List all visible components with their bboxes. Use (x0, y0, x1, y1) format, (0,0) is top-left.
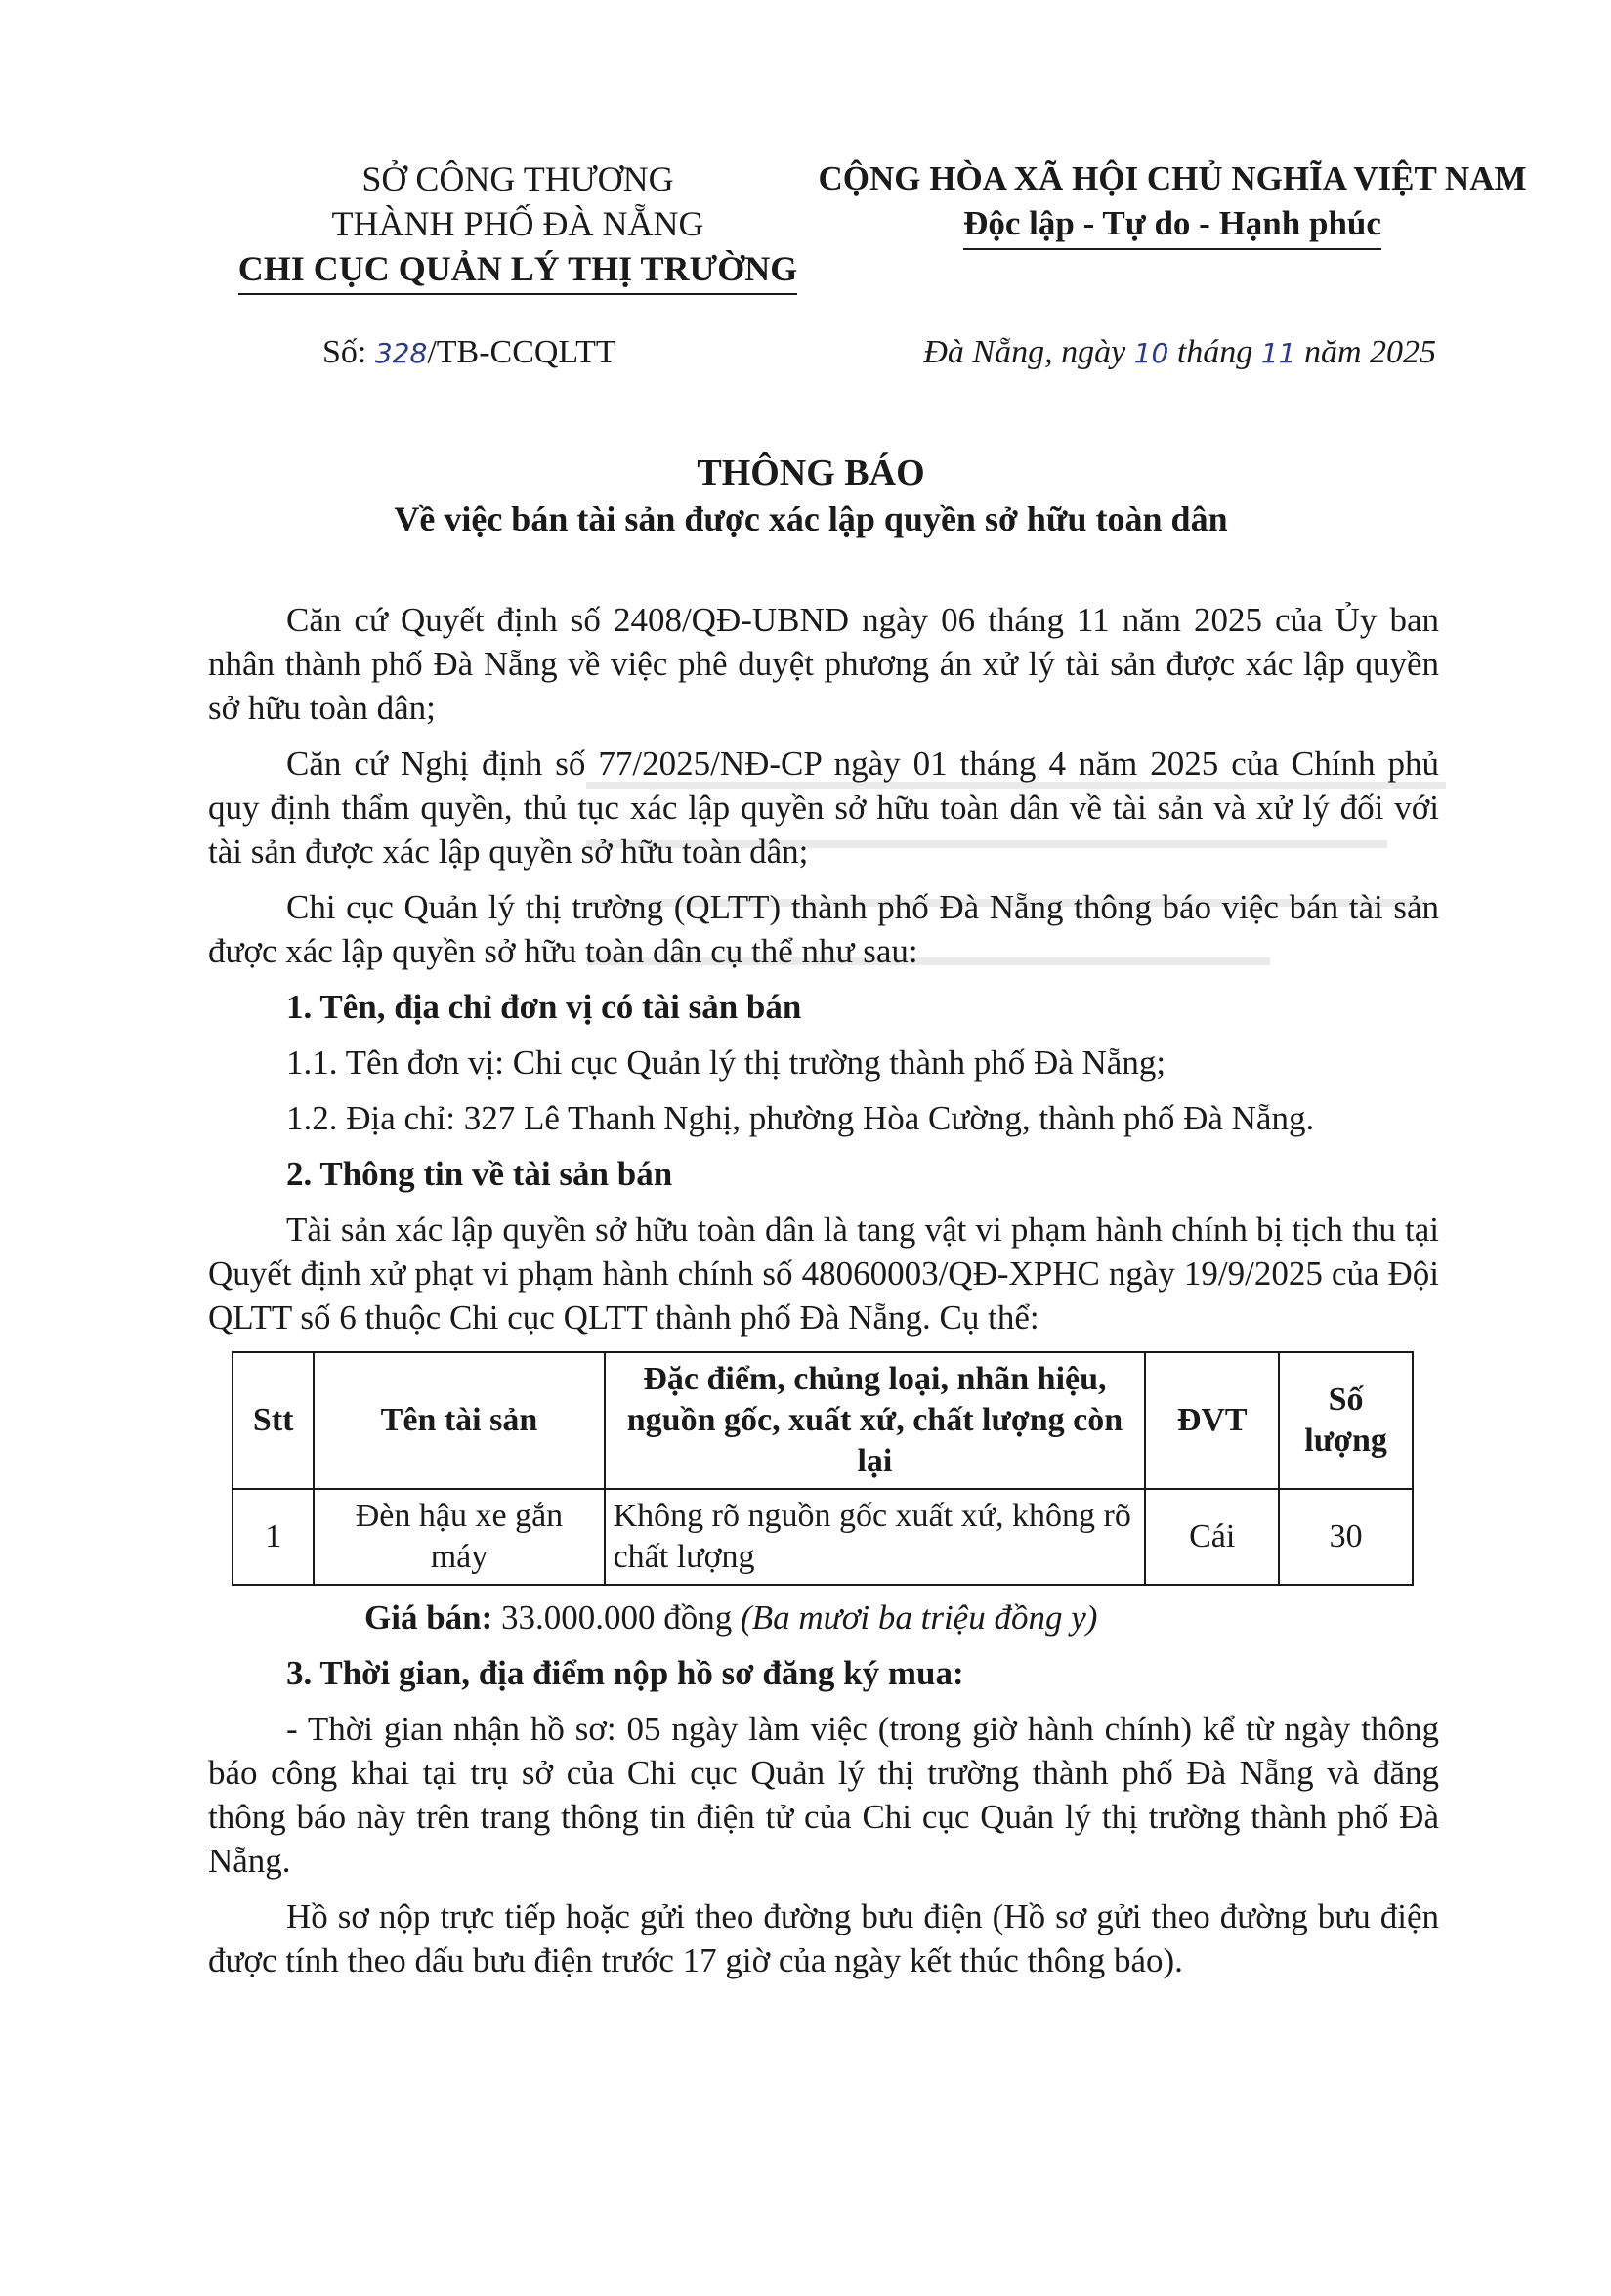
date-part2: tháng (1168, 334, 1261, 370)
section-2-heading: 2. Thông tin về tài sản bán (286, 1155, 673, 1193)
date-part3: năm 2025 (1295, 334, 1436, 370)
document-subtitle: Về việc bán tài sản được xác lập quyền sở hữu toàn dân (394, 499, 1228, 538)
price-in-words: (Ba mươi ba triệu đồng y) (741, 1598, 1098, 1637)
issuer-department: CHI CỤC QUẢN LÝ THỊ TRƯỜNG (238, 246, 797, 295)
col-stt: Stt (233, 1352, 314, 1489)
paragraph-submission-method: Hồ sơ nộp trực tiếp hoặc gửi theo đường bưu điện (Hồ sơ gửi theo đường bưu điện được tính theo dấu bưu điện trước 17 giờ của ngày kết thúc thông báo). (208, 1897, 1439, 1979)
paragraph-announcement: Chi cục Quản lý thị trường (QLTT) thành phố Đà Nẵng thông báo việc bán tài sản được xác lập quyền sở hữu toàn dân cụ thể như sau: (208, 888, 1439, 970)
section-1-2: 1.2. Địa chỉ: 327 Lê Thanh Nghị, phường Hòa Cường, thành phố Đà Nẵng. (286, 1099, 1315, 1137)
table-row (233, 1489, 1413, 1585)
table-header-row (233, 1352, 1413, 1489)
asset-table (232, 1351, 1414, 1586)
document-number (322, 334, 616, 371)
price-amount: 33.000.000 đồng (492, 1598, 742, 1637)
col-quantity: Số lượng (1279, 1352, 1413, 1489)
date-month: 11 (1260, 337, 1296, 369)
date-day: 10 (1133, 337, 1169, 369)
paragraph-basis-2: Căn cứ Nghị định số 77/2025/NĐ-CP ngày 01 tháng 4 năm 2025 của Chính phủ quy định thẩm quyền, thủ tục xác lập quyền sở hữu toàn dân về tài sản và xử lý đối với tài sản được xác lập quyền sở hữu toàn dân; (208, 744, 1439, 871)
paragraph-asset-info: Tài sản xác lập quyền sở hữu toàn dân là tang vật vi phạm hành chính bị tịch thu tại Quyết định xử phạt vi phạm hành chính số 48060003/QĐ-XPHC ngày 19/9/2025 của Đội QLTT số 6 thuộc Chi cục QLTT thành phố Đà Nẵng. Cụ thể: (208, 1211, 1439, 1337)
paragraph-basis-1: Căn cứ Quyết định số 2408/QĐ-UBND ngày 06 tháng 11 năm 2025 của Ủy ban nhân thành phố Đà Nẵng về việc phê duyệt phương án xử lý tài sản được xác lập quyền sở hữu toàn dân; (208, 601, 1439, 727)
date-part1: Đà Nẵng, ngày (923, 334, 1134, 370)
price-label: Giá bán: (364, 1598, 493, 1637)
docno-suffix: /TB-CCQLTT (427, 334, 616, 370)
issuer-line-1: SỞ CÔNG THƯƠNG (361, 159, 674, 198)
national-header (811, 156, 1534, 250)
paragraph-submission-time: - Thời gian nhận hồ sơ: 05 ngày làm việc (trong giờ hành chính) kể từ ngày thông báo công khai tại trụ sở của Chi cục Quản lý thị trường thành phố Đà Nẵng và đăng thông báo này trên trang thông tin điện tử của Chi cục Quản lý thị trường thành phố Đà Nẵng. (208, 1710, 1439, 1880)
cell-description: Không rõ nguồn gốc xuất xứ, không rõ chất lượng (605, 1489, 1146, 1585)
col-description: Đặc điểm, chủng loại, nhãn hiệu, nguồn gốc, xuất xứ, chất lượng còn lại (605, 1352, 1146, 1489)
section-1-1: 1.1. Tên đơn vị: Chi cục Quản lý thị trường thành phố Đà Nẵng; (286, 1043, 1166, 1082)
national-motto: Độc lập - Tự do - Hạnh phúc (963, 201, 1381, 250)
docno-prefix: Số: (322, 334, 375, 370)
national-title: CỘNG HÒA XÃ HỘI CHỦ NGHĨA VIỆT NAM (818, 159, 1527, 197)
cell-unit: Cái (1145, 1489, 1279, 1585)
section-1-heading: 1. Tên, địa chỉ đơn vị có tài sản bán (286, 988, 802, 1026)
section-3-heading: 3. Thời gian, địa điểm nộp hồ sơ đăng ký mua: (286, 1654, 964, 1692)
sale-price (208, 1595, 1439, 1639)
issuer-line-2: THÀNH PHỐ ĐÀ NẴNG (331, 204, 704, 243)
col-name: Tên tài sản (314, 1352, 604, 1489)
cell-name: Đèn hậu xe gắn máy (314, 1489, 604, 1585)
document-body (208, 598, 1439, 1994)
col-unit: ĐVT (1145, 1352, 1279, 1489)
document-title: THÔNG BÁO (697, 452, 925, 493)
issuer-block (186, 156, 850, 295)
cell-quantity: 30 (1279, 1489, 1413, 1585)
date-line (899, 334, 1436, 371)
cell-stt: 1 (233, 1489, 314, 1585)
docno-handwritten-number: 328 (374, 337, 428, 369)
